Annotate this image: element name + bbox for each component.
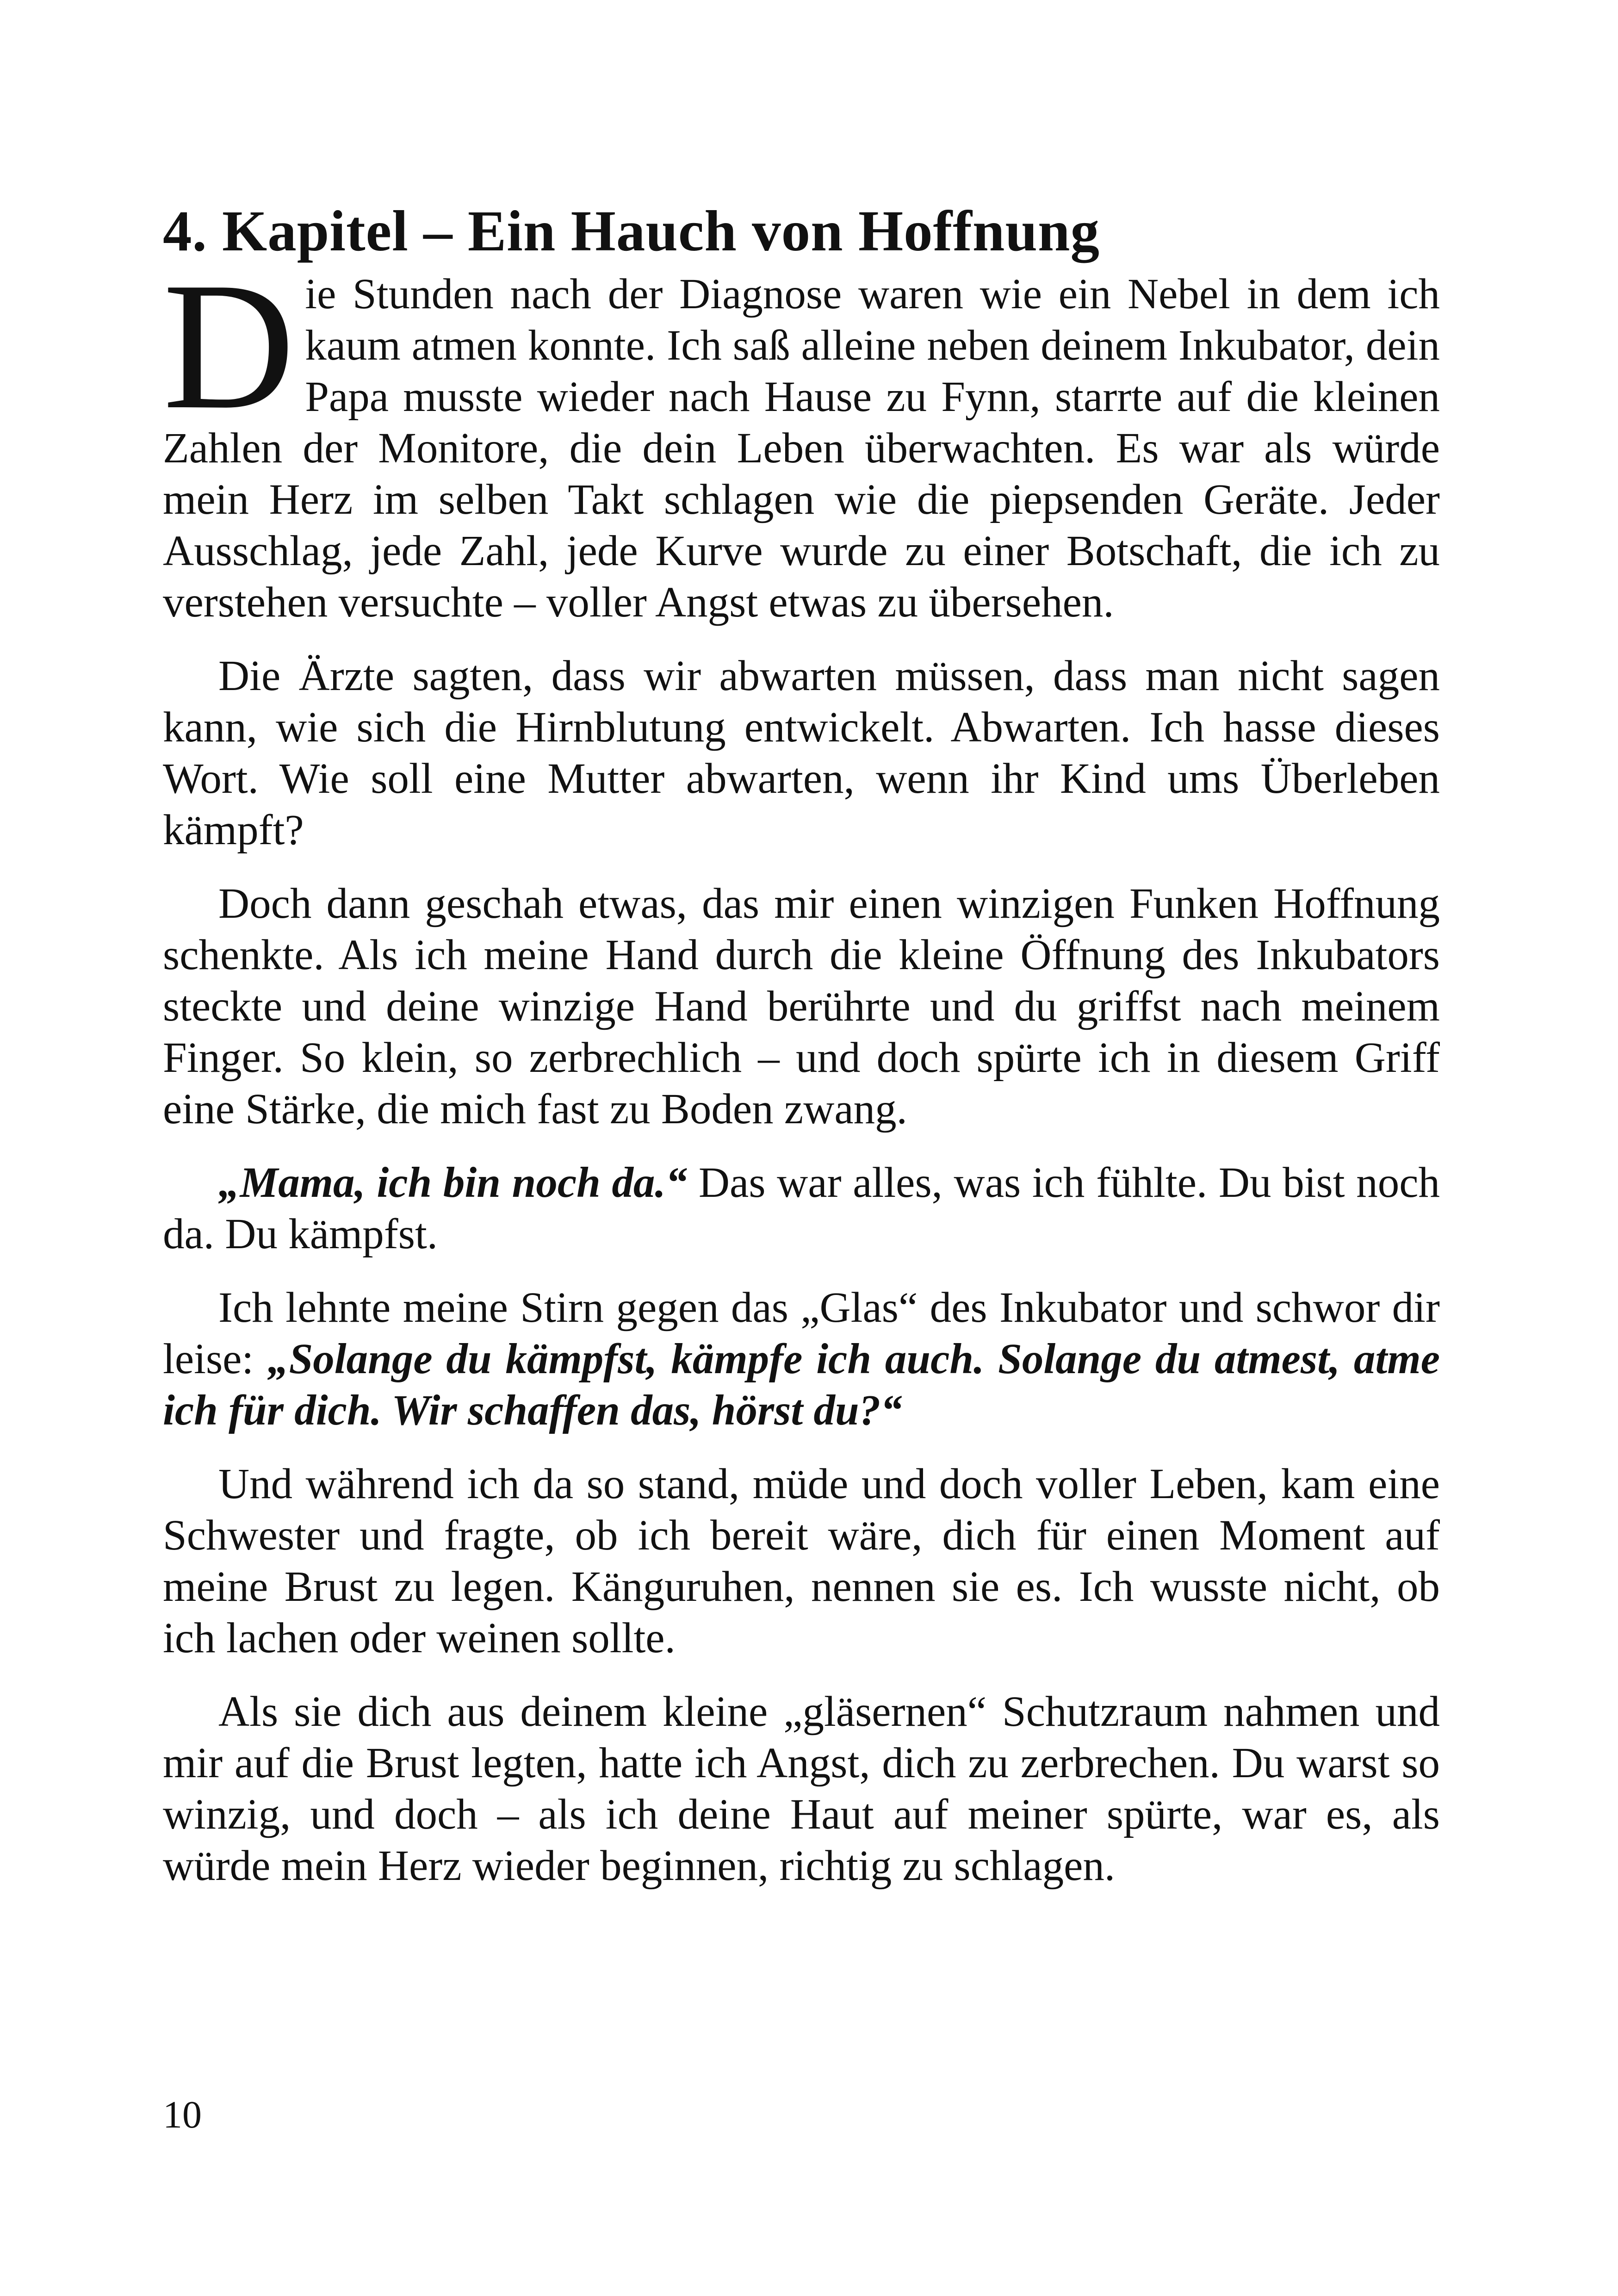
quote-vow: „Solange du kämpfst, kämpfe ich auch. Solange du atmest, atme ich für dich. Wir schaffen das, hörst du?“ [163, 1335, 1440, 1434]
text-block [163, 199, 1440, 1914]
paragraph-2: Die Ärzte sagten, dass wir abwarten müssen, dass man nicht sagen kann, wie sich die Hirnblutung entwickelt. Abwarten. Ich hasse dieses Wort. Wie soll eine Mutter abwarten, wenn ihr Kind ums Überleben kämpft? [163, 652, 1440, 854]
paragraph-7: Als sie dich aus deinem kleine „gläsernen“ Schutzraum nahmen und mir auf die Brust legten, hatte ich Angst, dich zu zerbrechen. Du warst so winzig, und doch – als ich deine Haut auf meiner spürte, war es, als würde mein Herz wieder beginnen, richtig zu schlagen. [163, 1688, 1440, 1890]
paragraph-1-text: ie Stunden nach der Diagnose waren wie ein Nebel in dem ich kaum atmen konnte. Ich saß alleine neben deinem Inkubator, dein Papa musste wieder nach Hause zu Fynn, starrte auf die kleinen Zahlen der Monitore, die dein Leben überwachten. Es war als würde mein Herz im selben Takt schlagen wie die piepsenden Geräte. Jeder Ausschlag, jede Zahl, jede Kurve wurde zu einer Botschaft, die ich zu verstehen versuchte – voller Angst etwas zu übersehen. [163, 270, 1440, 626]
drop-cap: D [163, 245, 295, 447]
paragraph-4-text: Das war alles, was ich fühlte. Du bist noch da. Du kämpfst. [163, 1159, 1440, 1258]
paragraph-5-text: Ich lehnte meine Stirn gegen das „Glas“ des Inkubator und schwor dir leise: [163, 1284, 1440, 1383]
paragraph-1 [163, 245, 1440, 628]
quote-mama: „Mama, ich bin noch da.“ [218, 1159, 688, 1207]
paragraph-4 [163, 1157, 1440, 1260]
paragraph-6: Und während ich da so stand, müde und doch voller Leben, kam eine Schwester und fragte, ob ich bereit wäre, dich für einen Moment auf meine Brust zu legen. Känguruhen, nennen sie es. Ich wusste nicht, ob ich lachen oder weinen sollte. [163, 1460, 1440, 1662]
page-number: 10 [163, 2093, 202, 2136]
paragraph-3: Doch dann geschah etwas, das mir einen winzigen Funken Hoffnung schenkte. Als ich meine Hand durch die kleine Öffnung des Inkubators steckte und deine winzige Hand berührte und du griffst nach meinem Finger. So klein, so zerbrechlich – und doch spürte ich in diesem Griff eine Stärke, die mich fast zu Boden zwang. [163, 880, 1440, 1133]
paragraph-5 [163, 1282, 1440, 1436]
chapter-title: 4. Kapitel – Ein Hauch von Hoffnung [163, 199, 1100, 263]
